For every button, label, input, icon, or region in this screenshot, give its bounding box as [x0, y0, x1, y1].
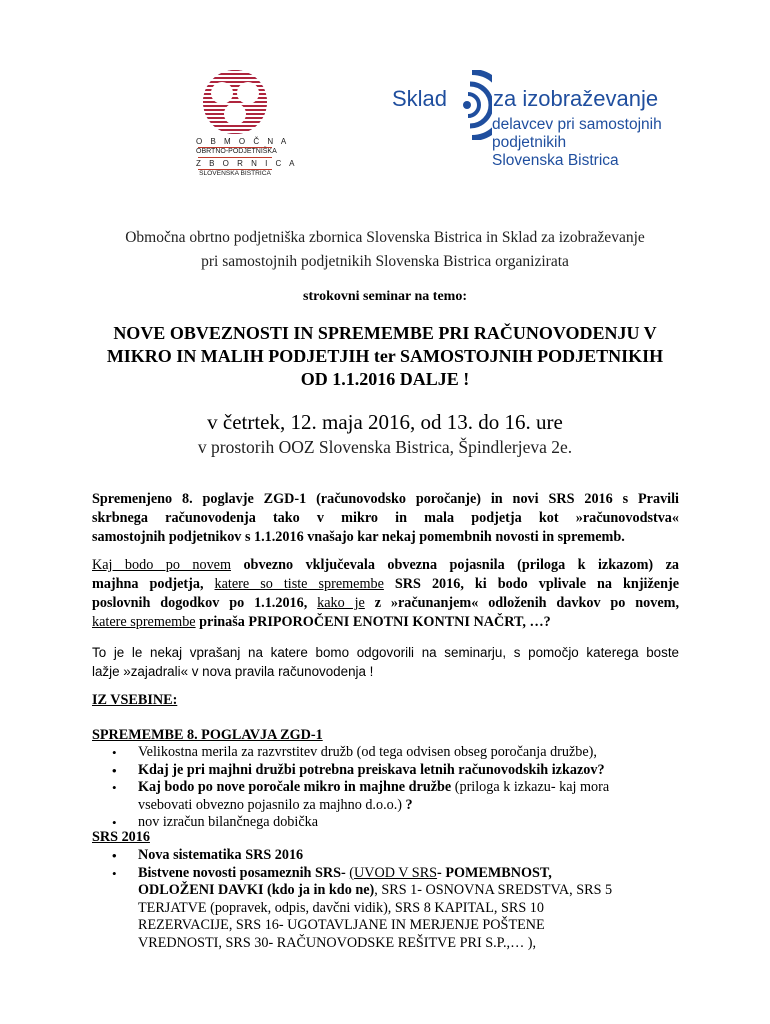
- list-item-text: , SRS 1- OSNOVNA SREDSTVA, SRS 5: [374, 882, 613, 898]
- underlined-phrase: katere so tiste spremembe: [214, 576, 384, 592]
- sklad-swirl-icon: [452, 70, 492, 140]
- section-2-list: [112, 847, 672, 952]
- section-1-heading: SPREMEMBE 8. POGLAVJA ZGD-1: [92, 727, 323, 743]
- event-place: v prostorih OOZ Slovenska Bistrica, Špindlerjeva 2e.: [197, 437, 573, 457]
- ooz-line-2: OBRTNO-PODJETNIŠKA: [196, 148, 277, 155]
- sklad-line-2: podjetnikih: [492, 134, 567, 151]
- section-1-list: [112, 744, 672, 832]
- section-2-heading: SRS 2016: [92, 829, 150, 845]
- title-line-3: OD 1.1.2016 DALJE !: [300, 369, 470, 389]
- paragraph-2-line: [92, 575, 679, 594]
- ooz-line-4: SLOVENSKA BISTRICA: [199, 170, 271, 177]
- text: SRS 2016, ki bodo vplivale na knjiženje: [383, 576, 679, 592]
- title-line-2: MIKRO IN MALIH PODJETJIH ter SAMOSTOJNIH PODJETNIKIH: [106, 346, 664, 366]
- ooz-logo: [196, 69, 298, 181]
- sklad-line-1: delavcev pri samostojnih: [492, 116, 662, 133]
- list-item: [112, 762, 672, 780]
- paragraph-2-line: [92, 556, 679, 575]
- list-item-text: Nova sistematika SRS 2016: [138, 847, 304, 863]
- event-date: v četrtek, 12. maja 2016, od 13. do 16. ure: [207, 410, 563, 434]
- list-item-text: Bistvene novosti posameznih SRS-: [138, 864, 350, 881]
- list-item-text: ?: [405, 796, 413, 813]
- list-item-text: (priloga k izkazu- kaj mora: [451, 779, 610, 795]
- underlined-phrase: kako je: [317, 595, 365, 611]
- underlined-phrase: (UVOD V SRS: [349, 864, 438, 881]
- sklad-word: Sklad: [392, 86, 448, 111]
- content-heading: IZ VSEBINE:: [92, 692, 178, 708]
- text: z »računanjem« odloženih davkov po novem,: [364, 595, 679, 611]
- sklad-tagline: za izobraževanje: [493, 86, 659, 111]
- list-item-text: Kaj bodo po nove poročale mikro in majhne družbe: [138, 779, 452, 795]
- paragraph-3-line: To je le nekaj vprašanj na katere bomo odgovorili na seminarju, s pomočjo katerega boste: [92, 645, 679, 660]
- list-item-text: Kdaj je pri majhni družbi potrebna preiskava letnih računovodskih izkazov?: [138, 761, 605, 778]
- intro-line-2: pri samostojnih podjetnikih Slovenska Bistrica organizirata: [201, 253, 569, 270]
- ooz-line-1: O B M O Č N A: [196, 137, 290, 146]
- paragraph-1-line: skrbnega računovodenja tako v mikro in mala podjetja kot »računovodstva«: [92, 510, 679, 526]
- underlined-phrase: Kaj bodo po novem: [92, 557, 232, 573]
- paragraph-1-line: samostojnih podjetnikov s 1.1.2016 vnašajo kar nekaj pomembnih novosti in sprememb.: [92, 529, 625, 545]
- list-item-text: TERJATVE (popravek, odpis, davčni vidik), SRS 8 KAPITAL, SRS 10: [138, 899, 544, 916]
- text: obvezno vključevala obvezna pojasnila (priloga k izkazom) za: [231, 557, 679, 573]
- intro-line-3: strokovni seminar na temo:: [303, 289, 467, 304]
- list-item-text: - POMEMBNOST,: [437, 864, 552, 881]
- paragraph-2: [92, 556, 679, 632]
- list-item-text: ODLOŽENI DAVKI (kdo ja in kdo ne): [138, 882, 375, 898]
- list-item-text: Velikostna merila za razvrstitev družb (od tega odvisen obseg poročanja družbe),: [138, 744, 597, 760]
- paragraph-1-line: Spremenjeno 8. poglavje ZGD-1 (računovodsko poročanje) in novi SRS 2016 s Pravili: [92, 491, 679, 507]
- list-item: [112, 744, 672, 762]
- paragraph-2-line: [92, 613, 679, 632]
- list-item: [112, 847, 672, 865]
- paragraph-2-line: [92, 594, 679, 613]
- ooz-line-3: Z B O R N I C A: [196, 159, 298, 168]
- sklad-line-3: Slovenska Bistrica: [492, 152, 619, 169]
- paragraph-3: [92, 643, 679, 681]
- underlined-phrase: katere spremembe: [92, 614, 196, 630]
- title-line-1: NOVE OBVEZNOSTI IN SPREMEMBE PRI RAČUNOVODENJU V: [113, 323, 657, 343]
- ooz-emblem-icon: [196, 69, 274, 135]
- list-item-text: REZERVACIJE, SRS 16- UGOTAVLJANE IN MERJENJE POŠTENE: [138, 917, 545, 933]
- paragraph-1: [92, 490, 679, 547]
- list-item: [112, 814, 672, 832]
- intro-line-1: Območna obrtno podjetniška zbornica Slovenska Bistrica in Sklad za izobraževanje: [125, 229, 645, 246]
- list-item-text: VREDNOSTI, SRS 30- RAČUNOVODSKE REŠITVE PRI S.P.,… ),: [138, 934, 537, 951]
- list-item-text: vsebovati obvezno pojasnilo za majhno d.o.o.): [138, 796, 406, 813]
- text: poslovnih dogodkov po 1.1.2016,: [92, 595, 318, 611]
- ooz-rule: [198, 157, 272, 158]
- list-item: [112, 779, 672, 814]
- list-item-text: nov izračun bilančnega dobička: [138, 814, 319, 830]
- paragraph-3-line: lažje »zajadrali« v nova pravila računovodenja !: [92, 664, 374, 679]
- list-item: [112, 865, 672, 953]
- sklad-logo: [392, 68, 692, 173]
- text: prinaša PRIPOROČENI ENOTNI KONTNI NAČRT, …?: [195, 614, 551, 630]
- text: majhna podjetja,: [92, 576, 215, 592]
